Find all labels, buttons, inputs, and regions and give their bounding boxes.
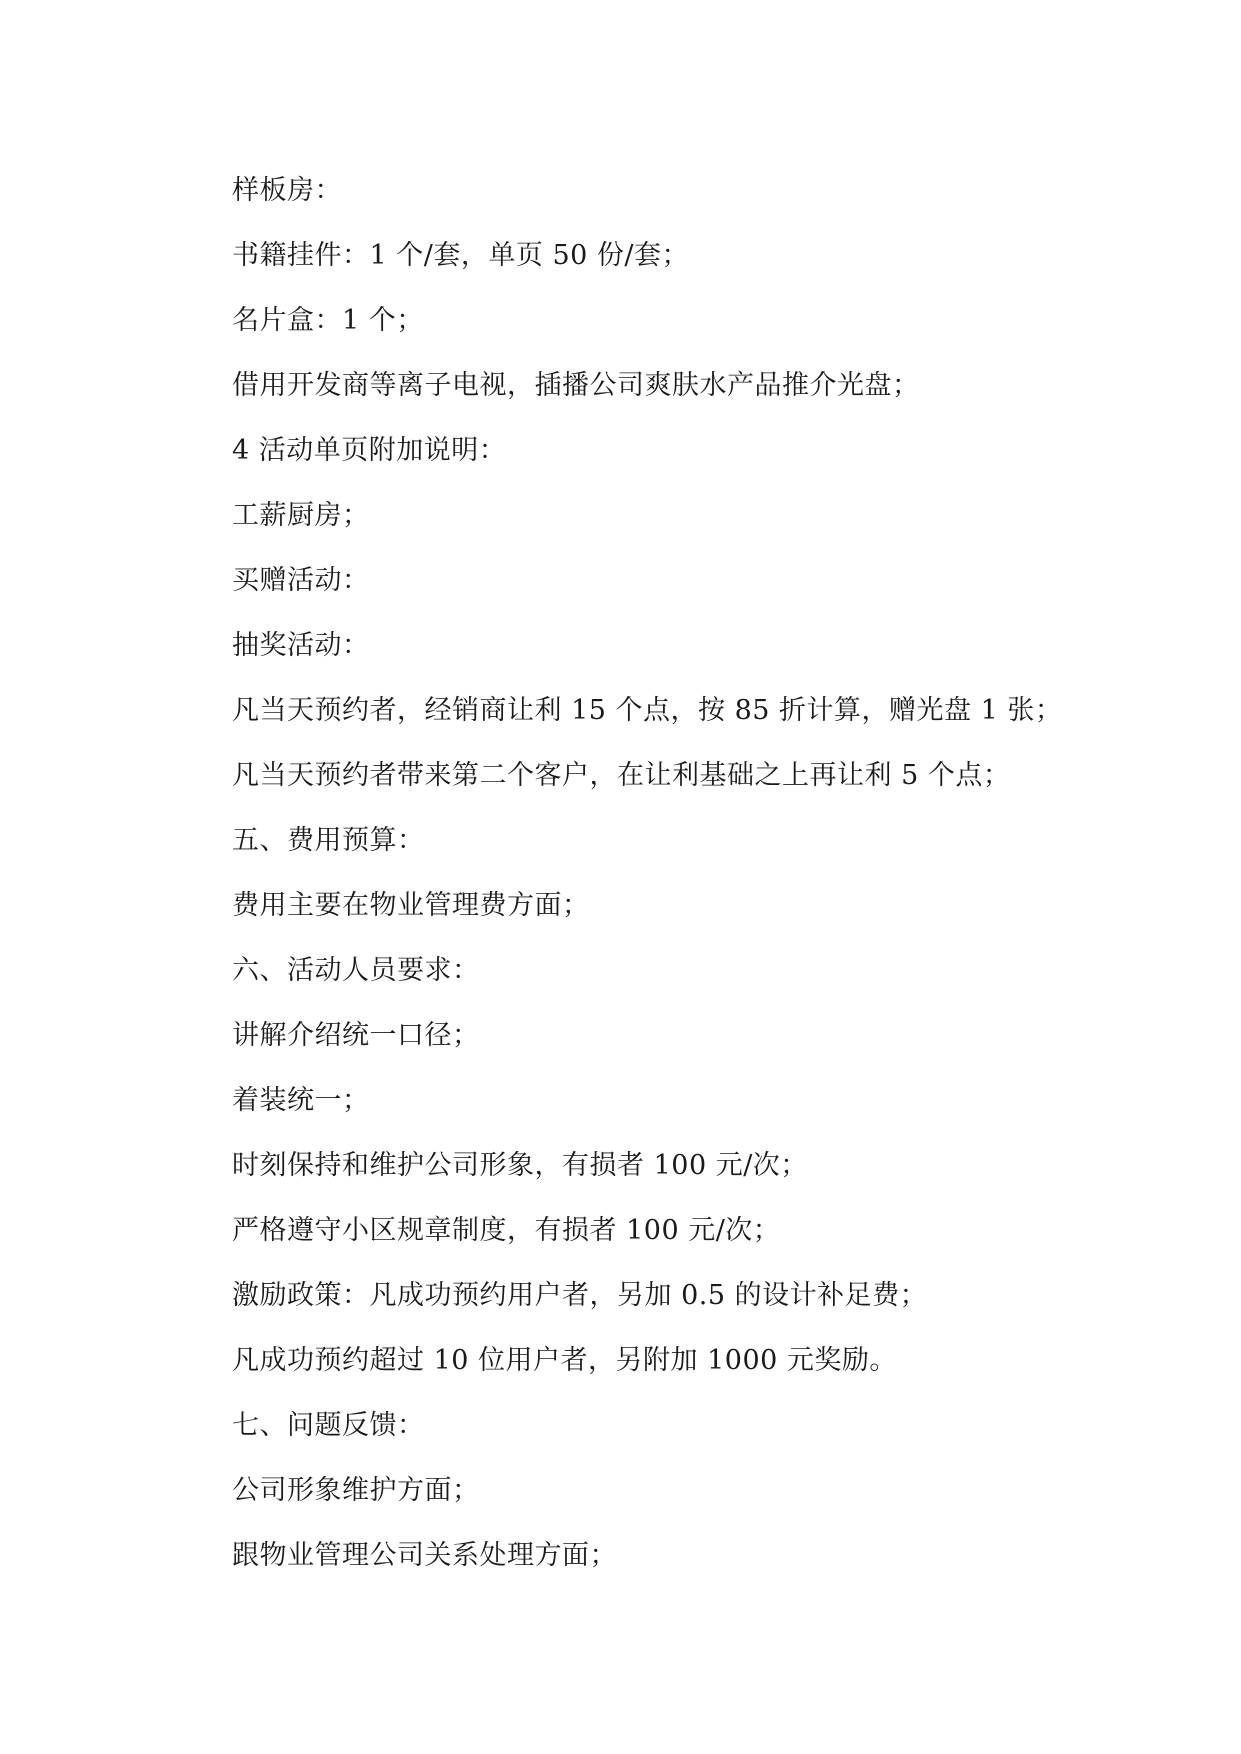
text-line: 时刻保持和维护公司形象，有损者 100 元/次； (232, 1150, 808, 1181)
text-line: 讲解介绍统一口径； (232, 1020, 480, 1051)
text-line: 买赠活动： (232, 565, 370, 596)
text-line: 跟物业管理公司关系处理方面； (232, 1540, 617, 1571)
text-line: 凡当天预约者，经销商让利 15 个点，按 85 折计算，赠光盘 1 张； (232, 695, 1063, 726)
text-line: 书籍挂件：1 个/套，单页 50 份/套； (232, 240, 689, 271)
text-line: 借用开发商等离子电视，插播公司爽肤水产品推介光盘； (232, 370, 920, 401)
text-line: 着装统一； (232, 1085, 370, 1116)
text-line: 抽奖活动： (232, 630, 370, 661)
section-heading: 六、活动人员要求： (232, 955, 480, 986)
text-line: 样板房： (232, 175, 342, 206)
section-heading: 七、问题反馈： (232, 1410, 425, 1441)
text-line: 凡当天预约者带来第二个客户，在让利基础之上再让利 5 个点； (232, 760, 1011, 791)
text-line: 凡成功预约超过 10 位用户者，另附加 1000 元奖励。 (232, 1345, 897, 1376)
text-line: 名片盒：1 个； (232, 305, 424, 336)
text-line: 激励政策：凡成功预约用户者，另加 0.5 的设计补足费； (232, 1280, 928, 1311)
section-heading: 五、费用预算： (232, 825, 425, 856)
section-heading: 4 活动单页附加说明： (232, 435, 507, 466)
document-body (232, 158, 1132, 1588)
text-line: 公司形象维护方面； (232, 1475, 480, 1506)
text-line: 费用主要在物业管理费方面； (232, 890, 590, 921)
text-line: 工薪厨房； (232, 500, 370, 531)
text-line: 严格遵守小区规章制度，有损者 100 元/次； (232, 1215, 781, 1246)
